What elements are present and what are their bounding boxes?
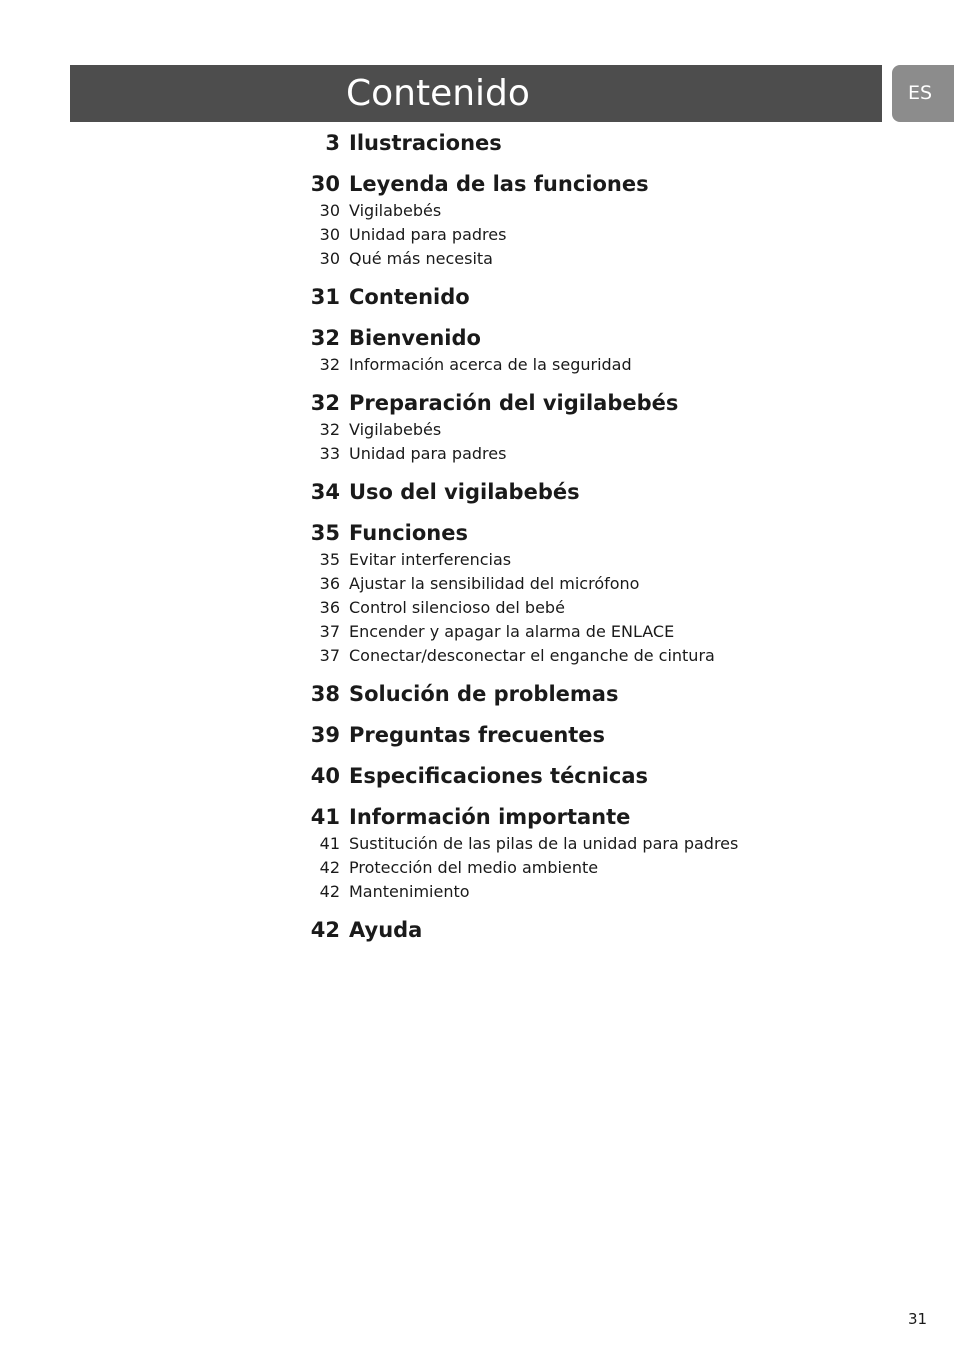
toc-section (300, 679, 920, 709)
table-of-contents (300, 128, 920, 945)
toc-section-heading[interactable] (300, 679, 920, 709)
language-tab (892, 65, 954, 122)
toc-section-title: Especificaciones técnicas (349, 764, 649, 788)
toc-section-heading[interactable] (300, 802, 920, 832)
toc-subsection-page: 36 (319, 598, 340, 617)
toc-section-page: 31 (310, 285, 340, 309)
toc-section-page: 35 (310, 521, 340, 545)
title-bar (70, 65, 882, 122)
toc-subsection-item[interactable] (300, 572, 920, 596)
toc-section (300, 802, 920, 904)
toc-section-title: Leyenda de las funciones (349, 172, 649, 196)
toc-subsection-item[interactable] (300, 620, 920, 644)
toc-subsection-page: 35 (319, 550, 340, 569)
toc-subsection-item[interactable] (300, 644, 920, 668)
toc-section-title: Información importante (349, 805, 631, 829)
toc-subsection-title: Qué más necesita (349, 249, 493, 268)
page-number: 31 (908, 1310, 928, 1328)
toc-subsection-title: Vigilabebés (349, 420, 442, 439)
toc-subsection-title: Vigilabebés (349, 201, 442, 220)
toc-subsection-page: 41 (319, 834, 340, 853)
toc-section-heading[interactable] (300, 761, 920, 791)
toc-subsection-list (300, 832, 920, 904)
toc-section (300, 518, 920, 668)
toc-section-page: 32 (310, 326, 340, 350)
toc-section (300, 282, 920, 312)
toc-section-heading[interactable] (300, 323, 920, 353)
toc-section-title: Solución de problemas (349, 682, 619, 706)
toc-subsection-list (300, 353, 920, 377)
toc-section-heading[interactable] (300, 388, 920, 418)
toc-section-page: 34 (310, 480, 340, 504)
toc-subsection-page: 36 (319, 574, 340, 593)
toc-section-title: Contenido (349, 285, 470, 309)
toc-section-page: 32 (310, 391, 340, 415)
toc-subsection-title: Sustitución de las pilas de la unidad para padres (349, 834, 739, 853)
toc-subsection-title: Evitar interferencias (349, 550, 512, 569)
toc-subsection-item[interactable] (300, 353, 920, 377)
toc-section (300, 720, 920, 750)
toc-section-heading[interactable] (300, 915, 920, 945)
toc-subsection-page: 30 (319, 225, 340, 244)
language-tab-label: ES (908, 82, 933, 104)
toc-subsection-list (300, 418, 920, 466)
toc-section-heading[interactable] (300, 720, 920, 750)
toc-subsection-page: 30 (319, 249, 340, 268)
toc-subsection-title: Ajustar la sensibilidad del micrófono (349, 574, 640, 593)
toc-section-title: Uso del vigilabebés (349, 480, 580, 504)
toc-section-page: 30 (310, 172, 340, 196)
toc-subsection-page: 32 (319, 355, 340, 374)
toc-section-title: Preparación del vigilabebés (349, 391, 679, 415)
toc-section-heading[interactable] (300, 518, 920, 548)
toc-subsection-item[interactable] (300, 223, 920, 247)
toc-section-page: 38 (310, 682, 340, 706)
toc-section (300, 388, 920, 466)
toc-section (300, 915, 920, 945)
toc-section-page: 3 (325, 131, 340, 155)
toc-subsection-page: 42 (319, 858, 340, 877)
toc-section-title: Funciones (349, 521, 468, 545)
toc-subsection-page: 33 (319, 444, 340, 463)
toc-subsection-page: 42 (319, 882, 340, 901)
toc-subsection-page: 30 (319, 201, 340, 220)
toc-section (300, 169, 920, 271)
toc-subsection-title: Conectar/desconectar el enganche de cintura (349, 646, 715, 665)
toc-section-heading[interactable] (300, 128, 920, 158)
toc-section-title: Ayuda (349, 918, 423, 942)
toc-subsection-page: 32 (319, 420, 340, 439)
toc-subsection-page: 37 (319, 622, 340, 641)
toc-section-heading[interactable] (300, 169, 920, 199)
toc-section-page: 41 (310, 805, 340, 829)
toc-subsection-list (300, 548, 920, 668)
toc-section-heading[interactable] (300, 282, 920, 312)
toc-subsection-item[interactable] (300, 199, 920, 223)
toc-subsection-title: Información acerca de la seguridad (349, 355, 632, 374)
toc-subsection-title: Unidad para padres (349, 444, 507, 463)
toc-section-title: Preguntas frecuentes (349, 723, 606, 747)
toc-section-heading[interactable] (300, 477, 920, 507)
toc-subsection-item[interactable] (300, 880, 920, 904)
toc-subsection-title: Control silencioso del bebé (349, 598, 565, 617)
toc-subsection-item[interactable] (300, 596, 920, 620)
toc-section (300, 477, 920, 507)
toc-subsection-title: Mantenimiento (349, 882, 470, 901)
toc-subsection-title: Encender y apagar la alarma de ENLACE (349, 622, 675, 641)
toc-section-page: 42 (310, 918, 340, 942)
toc-section-title: Ilustraciones (349, 131, 502, 155)
toc-subsection-title: Unidad para padres (349, 225, 507, 244)
page-title: Contenido (346, 73, 530, 114)
toc-subsection-item[interactable] (300, 832, 920, 856)
toc-subsection-item[interactable] (300, 548, 920, 572)
toc-subsection-item[interactable] (300, 418, 920, 442)
toc-subsection-item[interactable] (300, 856, 920, 880)
toc-section (300, 761, 920, 791)
toc-section (300, 128, 920, 158)
toc-subsection-list (300, 199, 920, 271)
toc-subsection-item[interactable] (300, 442, 920, 466)
toc-section-page: 40 (310, 764, 340, 788)
toc-subsection-title: Protección del medio ambiente (349, 858, 599, 877)
toc-subsection-page: 37 (319, 646, 340, 665)
toc-section (300, 323, 920, 377)
toc-section-page: 39 (310, 723, 340, 747)
toc-subsection-item[interactable] (300, 247, 920, 271)
toc-section-title: Bienvenido (349, 326, 481, 350)
